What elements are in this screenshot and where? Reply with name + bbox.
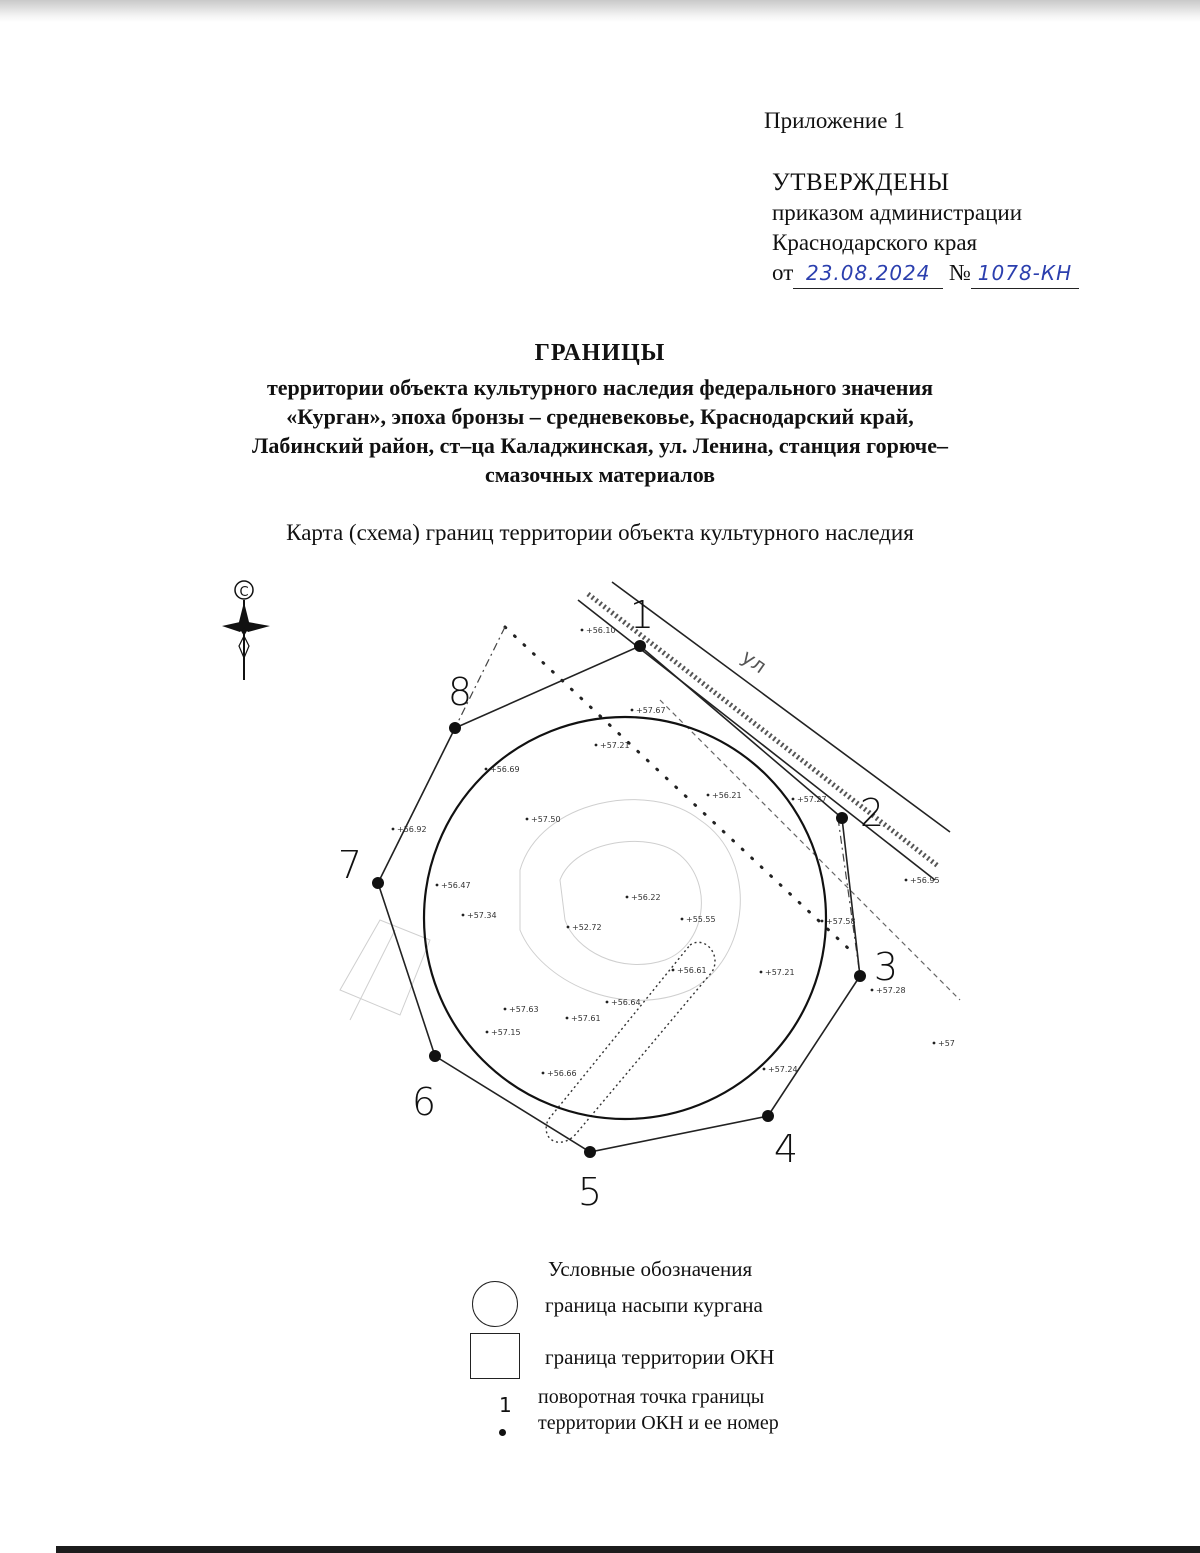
legend-circle-symbol (472, 1281, 518, 1327)
elevation-mark: +55.55 (686, 915, 716, 924)
legend-point-dot (499, 1429, 506, 1436)
boundary-map (200, 570, 1000, 1230)
dotted-survey-line (505, 627, 850, 950)
turning-point-label-7: 7 (337, 843, 363, 887)
elevation-mark: +57.61 (571, 1014, 601, 1023)
elevation-dot (526, 818, 529, 821)
turning-point-7 (372, 877, 384, 889)
legend-point-number: 1 (499, 1393, 512, 1417)
elevation-dot (871, 989, 874, 992)
okn-boundary-polygon (378, 646, 860, 1152)
approval-title: УТВЕРЖДЕНЫ (772, 169, 950, 196)
elevation-mark: +56.47 (441, 881, 471, 890)
legend-point-symbol (495, 1393, 515, 1441)
elevation-dot (486, 1031, 489, 1034)
turning-point-label-6: 6 (411, 1080, 437, 1124)
date-fill (793, 258, 943, 289)
elevation-dot (707, 794, 710, 797)
north-letter: С (239, 585, 249, 600)
approval-block (772, 168, 1079, 289)
elevation-mark: +57.15 (491, 1028, 521, 1037)
elevation-dot (485, 768, 488, 771)
title-line-2: «Курган», эпоха бронзы – средневековье, Краснодарский край, (286, 404, 914, 429)
elevation-mark: +56.61 (677, 966, 707, 975)
elevation-mark: +57.21 (600, 741, 630, 750)
approval-line-2: Краснодарского края (772, 230, 978, 255)
elevation-mark: +56.69 (490, 765, 520, 774)
elevation-mark: +56.64 (611, 998, 641, 1007)
turning-point-6 (429, 1050, 441, 1062)
elevation-mark: +57.21 (765, 968, 795, 977)
elevation-dot (821, 920, 824, 923)
turning-point-2 (836, 812, 848, 824)
elevation-dot (760, 971, 763, 974)
number-value: 1078-КН (977, 261, 1073, 285)
legend-square-label: граница территории ОКН (545, 1345, 775, 1369)
elevation-mark: +57.67 (636, 706, 666, 715)
elevation-mark: +57.24 (768, 1065, 798, 1074)
number-prefix: № (949, 260, 971, 285)
document-title (150, 340, 1050, 489)
elevation-dot (763, 1068, 766, 1071)
elevation-dot (595, 744, 598, 747)
elevation-mark: +57.58 (826, 917, 856, 926)
turning-point-label-5: 5 (577, 1170, 603, 1214)
turning-point-4 (762, 1110, 774, 1122)
elevation-mark: +52.72 (572, 923, 602, 932)
legend-point-label (538, 1384, 838, 1436)
north-arrow-icon (222, 581, 270, 680)
approval-date-row (772, 258, 1079, 289)
elevation-dot (462, 914, 465, 917)
elevation-dot (566, 1017, 569, 1020)
elevation-dot (905, 879, 908, 882)
elevation-mark: +57 (938, 1039, 955, 1048)
turning-point-label-4: 4 (773, 1127, 799, 1171)
number-fill (971, 258, 1079, 289)
elevation-dot (681, 918, 684, 921)
scan-top-edge (0, 0, 1200, 22)
map-caption: Карта (схема) границ территории объекта культурного наследия (286, 520, 914, 545)
title-line-4: смазочных материалов (484, 462, 716, 487)
title-line-1: территории объекта культурного наследия федерального значения (266, 375, 934, 400)
title-main: ГРАНИЦЫ (534, 340, 666, 366)
elevation-dot (542, 1072, 545, 1075)
elevation-dot (631, 709, 634, 712)
legend-point-label-line-2: территории ОКН и ее номер (538, 1412, 779, 1434)
approval-line-1: приказом администрации (772, 200, 1023, 225)
turning-point-label-3: 3 (873, 945, 899, 989)
elevation-mark: +56.10 (586, 626, 616, 635)
turning-point-5 (584, 1146, 596, 1158)
elevation-dot (933, 1042, 936, 1045)
turning-point-label-1: 1 (629, 593, 655, 637)
elevation-mark: +56.21 (712, 791, 742, 800)
elevation-mark: +57.63 (509, 1005, 539, 1014)
appendix-label: Приложение 1 (764, 108, 905, 133)
elevation-mark: +56.66 (547, 1069, 577, 1078)
elevation-dot (567, 926, 570, 929)
legend-point-label-line-1: поворотная точка границы (538, 1386, 765, 1408)
turning-point-label-8: 8 (447, 670, 473, 714)
elevation-mark: +57.34 (467, 911, 497, 920)
date-prefix: от (772, 260, 794, 285)
legend-title: Условные обозначения (548, 1257, 753, 1281)
street-label: ул (737, 644, 772, 679)
elevation-mark: +57.27 (797, 795, 827, 804)
turning-point-3 (854, 970, 866, 982)
elevation-marks (392, 626, 955, 1078)
date-value: 23.08.2024 (805, 261, 931, 285)
elevation-mark: +57.50 (531, 815, 561, 824)
elevation-mark: +56.95 (910, 876, 940, 885)
elevation-dot (436, 884, 439, 887)
elevation-mark: +56.92 (397, 825, 427, 834)
elevation-mark: +56.22 (631, 893, 661, 902)
elevation-dot (581, 629, 584, 632)
elevation-dot (626, 896, 629, 899)
elevation-dot (504, 1008, 507, 1011)
legend-circle-label: граница насыпи кургана (545, 1293, 763, 1317)
elevation-dot (392, 828, 395, 831)
turning-point-label-2: 2 (859, 791, 885, 835)
turning-point-8 (449, 722, 461, 734)
title-line-3: Лабинский район, ст–ца Каладжинская, ул. Ленина, станция горюче– (252, 433, 948, 458)
turning-point-1 (634, 640, 646, 652)
elevation-dot (672, 969, 675, 972)
turning-points (338, 593, 898, 1214)
scan-bottom-edge (56, 1546, 1200, 1553)
elevation-mark: +57.28 (876, 986, 906, 995)
legend-square-symbol (470, 1333, 520, 1379)
elevation-dot (792, 798, 795, 801)
elevation-dot (606, 1001, 609, 1004)
